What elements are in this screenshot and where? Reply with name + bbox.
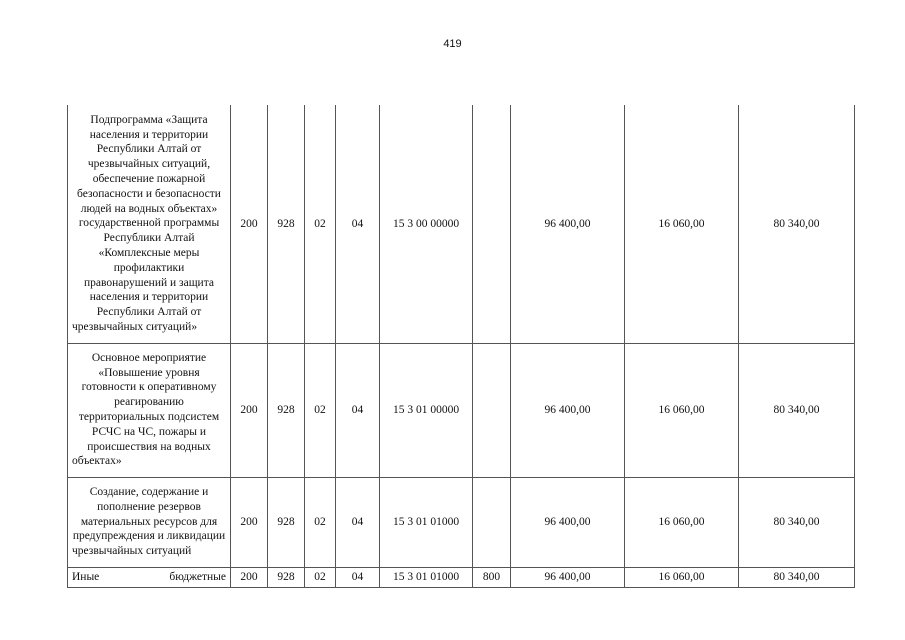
row-name: Подпрограмма «Защита населения и территории Республики Алтай от чрезвычайных ситуаций, обеспечение пожарной безопасности и безопасности людей на водных объектах» государственной программы Республики Алтай «Комплексные меры профилактики правонарушений и защита населения и территории Республики Алтай от чрезвычайных ситуаций» (68, 105, 231, 343)
code-cell: 800 (473, 567, 511, 587)
code-cell: 928 (268, 105, 305, 343)
code-cell (473, 105, 511, 343)
code-cell: 928 (268, 477, 305, 567)
amount-cell: 16 060,00 (625, 105, 739, 343)
code-cell: 928 (268, 567, 305, 587)
code-cell: 15 3 01 00000 (380, 343, 473, 477)
code-cell: 928 (268, 343, 305, 477)
amount-cell: 16 060,00 (625, 477, 739, 567)
budget-table (67, 105, 855, 588)
row-name: Создание, содержание и пополнение резервов материальных ресурсов для предупреждения и ликвидации чрезвычайных ситуаций (68, 477, 231, 567)
code-cell: 200 (231, 477, 268, 567)
row-name: Основное мероприятие «Повышение уровня готовности к оперативному реагированию территориальных подсистем РСЧС на ЧС, пожары и происшествия на водных объектах» (68, 343, 231, 477)
code-cell: 15 3 00 00000 (380, 105, 473, 343)
amount-cell: 80 340,00 (739, 477, 855, 567)
amount-cell: 80 340,00 (739, 105, 855, 343)
code-cell: 02 (305, 567, 336, 587)
code-cell (473, 343, 511, 477)
code-cell: 04 (336, 567, 380, 587)
code-cell (473, 477, 511, 567)
code-cell: 200 (231, 567, 268, 587)
amount-cell: 16 060,00 (625, 567, 739, 587)
code-cell: 15 3 01 01000 (380, 567, 473, 587)
amount-cell: 96 400,00 (511, 343, 625, 477)
page-number: 419 (443, 38, 462, 50)
code-cell: 04 (336, 477, 380, 567)
amount-cell: 96 400,00 (511, 567, 625, 587)
amount-cell: 16 060,00 (625, 343, 739, 477)
amount-cell: 80 340,00 (739, 343, 855, 477)
table-row (68, 477, 855, 567)
code-cell: 04 (336, 343, 380, 477)
code-cell: 02 (305, 343, 336, 477)
amount-cell: 96 400,00 (511, 477, 625, 567)
code-cell: 04 (336, 105, 380, 343)
amount-cell: 80 340,00 (739, 567, 855, 587)
code-cell: 02 (305, 477, 336, 567)
code-cell: 02 (305, 105, 336, 343)
row-name: Иные бюджетные (68, 567, 231, 587)
code-cell: 200 (231, 105, 268, 343)
table-row (68, 343, 855, 477)
code-cell: 15 3 01 01000 (380, 477, 473, 567)
table-row (68, 105, 855, 343)
code-cell: 200 (231, 343, 268, 477)
amount-cell: 96 400,00 (511, 105, 625, 343)
table-row (68, 567, 855, 587)
